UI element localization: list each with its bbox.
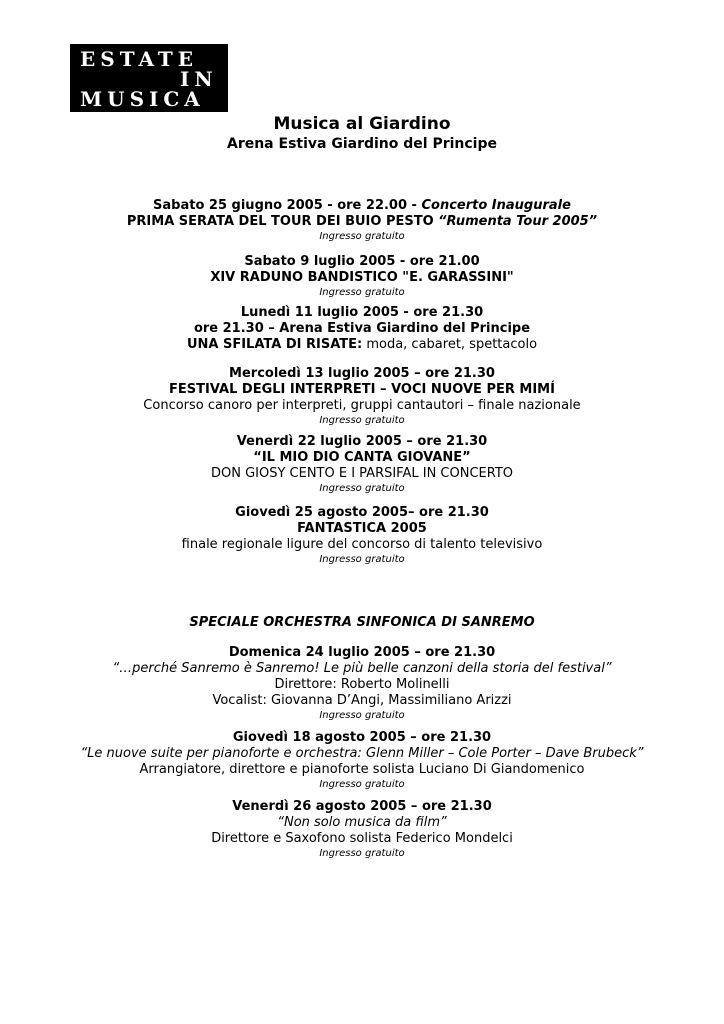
event-note: Ingresso gratuito bbox=[319, 415, 405, 426]
event-3 bbox=[0, 305, 724, 353]
event-title: XIV RADUNO BANDISTICO "E. GARASSINI" bbox=[210, 270, 514, 285]
event-title: “IL MIO DIO CANTA GIOVANE” bbox=[253, 450, 471, 465]
event-title: FANTASTICA 2005 bbox=[297, 521, 427, 536]
event-note: Ingresso gratuito bbox=[319, 710, 405, 721]
logo-line-3: MUSICA bbox=[80, 87, 205, 111]
special-section-heading: SPECIALE ORCHESTRA SINFONICA DI SANREMO bbox=[189, 615, 535, 630]
estate-in-musica-logo bbox=[70, 44, 228, 112]
page-subtitle: Arena Estiva Giardino del Principe bbox=[226, 136, 497, 152]
event-description: Direttore e Saxofono solista Federico Mondelci bbox=[211, 831, 513, 846]
event-date: Domenica 24 luglio 2005 – ore 21.30 bbox=[228, 645, 496, 660]
logo-line-1: ESTATE bbox=[80, 47, 199, 71]
event-title: FESTIVAL DEGLI INTERPRETI – VOCI NUOVE PER MIMÍ bbox=[169, 382, 555, 397]
event-date: Venerdì 22 luglio 2005 – ore 21.30 bbox=[236, 434, 488, 449]
event-date: Venerdì 26 agosto 2005 – ore 21.30 bbox=[232, 799, 492, 814]
event-note: Ingresso gratuito bbox=[319, 554, 405, 565]
event-1 bbox=[0, 198, 724, 243]
event-5 bbox=[0, 434, 724, 495]
event-2 bbox=[0, 254, 724, 299]
event-vocalist: Vocalist: Giovanna D’Angi, Massimiliano Arizzi bbox=[212, 693, 512, 708]
event-venue: ore 21.30 – Arena Estiva Giardino del Principe bbox=[193, 321, 531, 336]
event-note: Ingresso gratuito bbox=[319, 287, 405, 298]
event-description: Arrangiatore, direttore e pianoforte solista Luciano Di Giandomenico bbox=[139, 762, 585, 777]
event-date: Sabato 25 giugno 2005 - ore 22.00 - Concerto Inaugurale bbox=[153, 198, 571, 213]
special-event-3 bbox=[0, 799, 724, 860]
event-note: Ingresso gratuito bbox=[319, 848, 405, 859]
special-event-2 bbox=[0, 730, 724, 791]
event-title: “Le nuove suite per pianoforte e orchestra: Glenn Miller – Cole Porter – Dave Brubeck” bbox=[80, 746, 644, 761]
event-date: Giovedì 25 agosto 2005– ore 21.30 bbox=[235, 505, 489, 520]
logo-line-2: IN bbox=[180, 67, 218, 91]
page-title: Musica al Giardino bbox=[273, 114, 451, 134]
event-note: Ingresso gratuito bbox=[319, 779, 405, 790]
event-date: Mercoledì 13 luglio 2005 – ore 21.30 bbox=[229, 366, 495, 381]
event-date: Giovedì 18 agosto 2005 – ore 21.30 bbox=[232, 730, 492, 745]
event-description: finale regionale ligure del concorso di talento televisivo bbox=[181, 537, 543, 552]
event-6 bbox=[0, 505, 724, 566]
event-date: Lunedì 11 luglio 2005 - ore 21.30 bbox=[240, 305, 484, 320]
special-event-1 bbox=[0, 645, 724, 722]
event-title: PRIMA SERATA DEL TOUR DEI BUIO PESTO “Rumenta Tour 2005” bbox=[126, 214, 598, 229]
event-description: DON GIOSY CENTO E I PARSIFAL IN CONCERTO bbox=[210, 466, 514, 481]
event-description: Concorso canoro per interpreti, gruppi cantautori – finale nazionale bbox=[143, 398, 581, 413]
event-note: Ingresso gratuito bbox=[319, 483, 405, 494]
event-4 bbox=[0, 366, 724, 427]
event-title: “Non solo musica da film” bbox=[277, 815, 447, 830]
event-title: UNA SFILATA DI RISATE: moda, cabaret, spettacolo bbox=[186, 337, 538, 352]
event-director: Direttore: Roberto Molinelli bbox=[274, 677, 450, 692]
event-note: Ingresso gratuito bbox=[319, 231, 405, 242]
event-date: Sabato 9 luglio 2005 - ore 21.00 bbox=[244, 254, 480, 269]
event-title: “…perché Sanremo è Sanremo! Le più belle canzoni della storia del festival” bbox=[112, 661, 612, 676]
